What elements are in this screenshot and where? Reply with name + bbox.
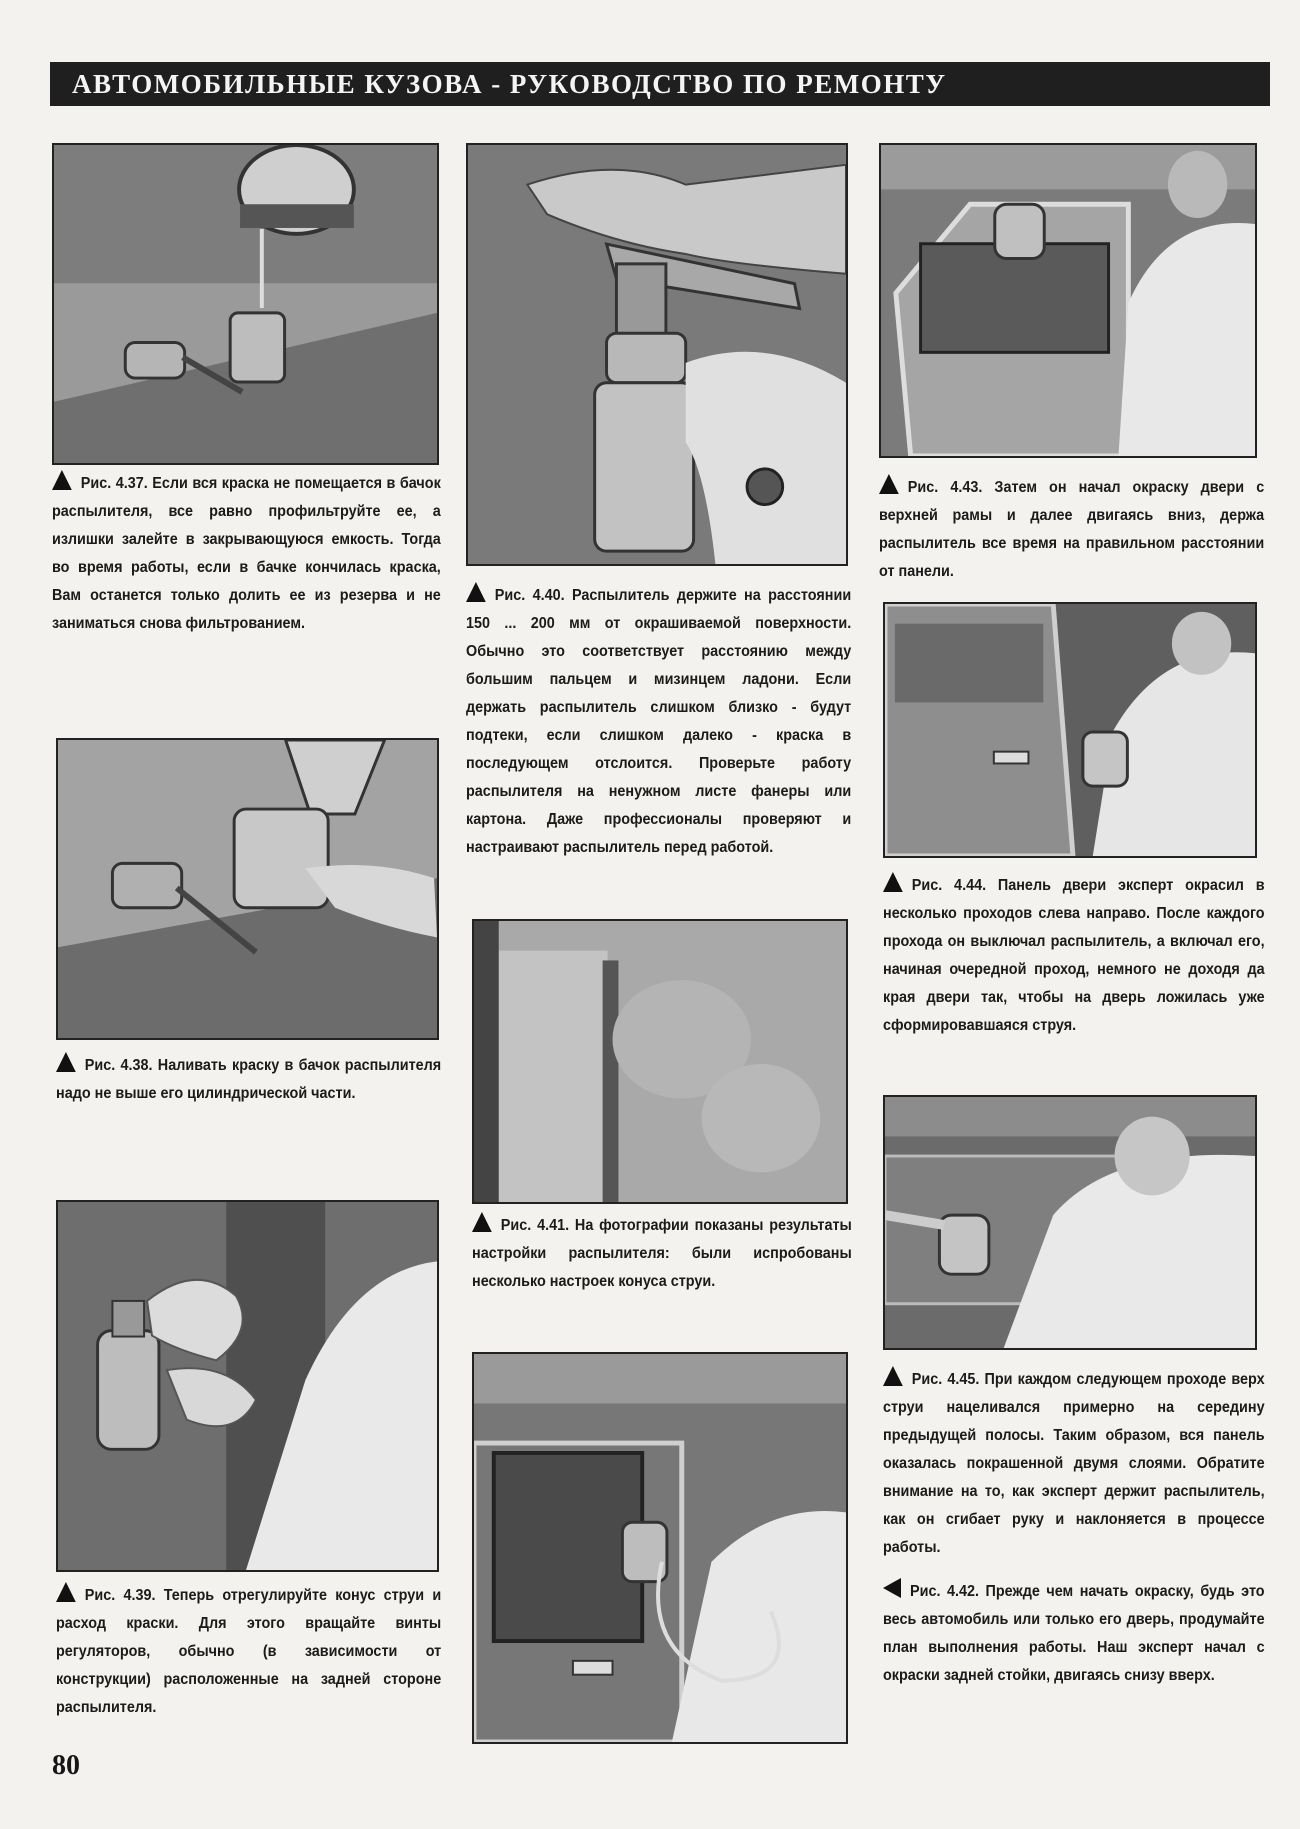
triangle-marker-icon xyxy=(52,470,72,490)
photo-fig-4-43 xyxy=(879,143,1257,458)
triangle-marker-icon xyxy=(879,474,899,494)
photo-fig-4-38 xyxy=(56,738,439,1040)
photo-fig-4-37 xyxy=(52,143,439,465)
triangle-marker-icon xyxy=(56,1582,76,1602)
page-number: 80 xyxy=(52,1750,80,1781)
triangle-marker-icon xyxy=(466,582,486,602)
left-arrow-marker-icon xyxy=(883,1578,901,1598)
page-header xyxy=(50,62,1270,106)
photo-fig-4-45 xyxy=(883,1095,1257,1350)
caption-fig-4-42: Рис. 4.42. Прежде чем начать окраску, будь это весь автомобиль или только его дверь, продумайте план выполнения работы. Наш эксперт начал с окраски задней стойки, двигаясь снизу вверх. xyxy=(883,1578,1265,1690)
photo-fig-4-42 xyxy=(472,1352,848,1744)
caption-fig-4-37: Рис. 4.37. Если вся краска не помещается в бачок распылителя, все равно профильтруйте ее, а излишки залейте в закрывающуюся емкость. Тогда во время работы, если в бачке кончилась краска, Вам останется только долить ее из резерва и не заниматься снова фильтрованием. xyxy=(52,470,441,638)
caption-fig-4-43: Рис. 4.43. Затем он начал окраску двери с верхней рамы и далее двигаясь вниз, держа распылитель все время на правильном расстоянии от панели. xyxy=(879,474,1264,586)
photo-fig-4-40 xyxy=(466,143,848,566)
photo-fig-4-44 xyxy=(883,602,1257,858)
triangle-marker-icon xyxy=(56,1052,76,1072)
header-title: АВТОМОБИЛЬНЫЕ КУЗОВА - РУКОВОДСТВО ПО РЕМОНТУ xyxy=(72,69,947,99)
caption-fig-4-44: Рис. 4.44. Панель двери эксперт окрасил в несколько проходов слева направо. После каждого прохода он выключал распылитель, а включал его, начиная очередной проход, немного не доходя да края двери так, чтобы на дверь ложилась уже сформировавшаяся струя. xyxy=(883,872,1265,1040)
caption-fig-4-39: Рис. 4.39. Теперь отрегулируйте конус струи и расход краски. Для этого вращайте винты регуляторов, обычно (в зависимости от конструкции) расположенные на задней стороне распылителя. xyxy=(56,1582,441,1722)
caption-fig-4-45: Рис. 4.45. При каждом следующем проходе верх струи нацеливался примерно на середину предыдущей полосы. Таким образом, вся панель оказалась покрашенной двумя слоями. Обратите внимание на то, как эксперт держит распылитель, как он сгибает руку и наклоняется в процессе работы. xyxy=(883,1366,1265,1562)
caption-fig-4-41: Рис. 4.41. На фотографии показаны результаты настройки распылителя: были испробованы несколько настроек конуса струи. xyxy=(472,1212,852,1296)
photo-fig-4-39 xyxy=(56,1200,439,1572)
triangle-marker-icon xyxy=(883,872,903,892)
triangle-marker-icon xyxy=(472,1212,492,1232)
caption-fig-4-40: Рис. 4.40. Распылитель держите на расстоянии 150 ... 200 мм от окрашиваемой поверхности. Обычно это соответствует расстоянию между большим пальцем и мизинцем ладони. Если держать распылитель слишком близко - будут подтеки, если слишком далеко - краска в последующем отслоится. Проверьте работу распылителя на ненужном листе фанеры или картона. Даже профессионалы проверяют и настраивают распылитель перед работой. xyxy=(466,582,851,862)
caption-fig-4-38: Рис. 4.38. Наливать краску в бачок распылителя надо не выше его цилиндрической части. xyxy=(56,1052,441,1108)
triangle-marker-icon xyxy=(883,1366,903,1386)
photo-fig-4-41 xyxy=(472,919,848,1204)
